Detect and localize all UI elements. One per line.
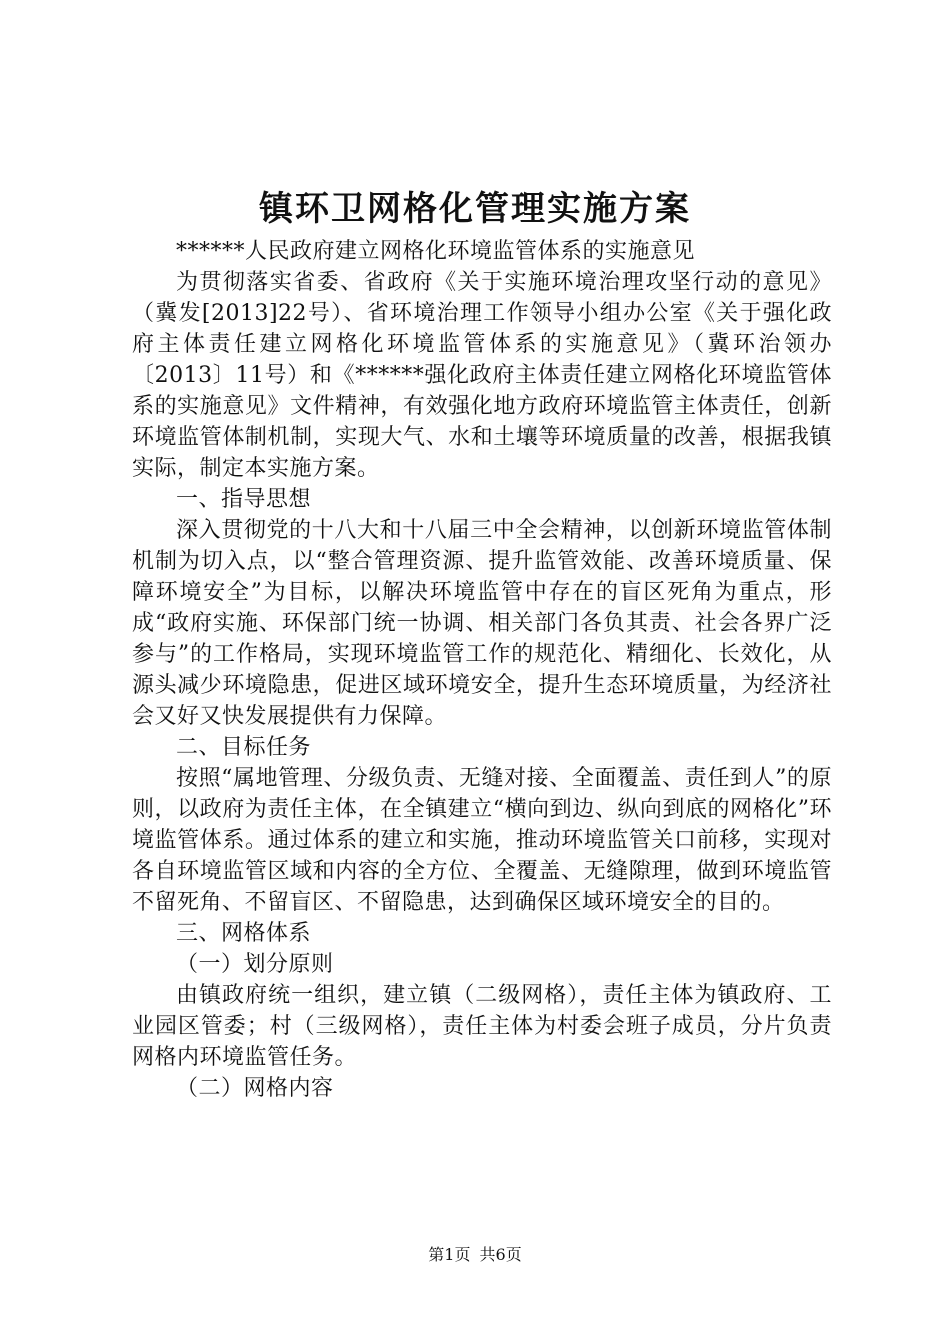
document-body [132,236,832,1104]
section-heading-grid-system: 三、网格体系 [176,921,312,946]
paragraph-division-principle: 由镇政府统一组织，建立镇（二级网格），责任主体为镇政府、工业园区管委；村（三级网格），责任主体为村委会班子成员，分片负责网格内环境监管任务。 [132,983,832,1070]
subsection-heading-grid-content: （二）网格内容 [176,1076,334,1101]
document-title: 镇环卫网格化管理实施方案 [259,189,691,229]
paragraph-intro: 为贯彻落实省委、省政府《关于实施环境治理攻坚行动的意见》（冀发[2013]22号）、省环境治理工作领导小组办公室《关于强化政府主体责任建立网格化环境监管体系的实施意见》（冀环治领办〔2013〕11号）和《******强化政府主体责任建立网格化环境监管体系的实施意见》文件精神，有效强化地方政府环境监管主体责任，创新环境监管体制机制，实现大气、水和土壤等环境质量的改善，根据我镇实际，制定本实施方案。 [132,270,832,481]
paragraph-objectives: 按照“属地管理、分级负责、无缝对接、全面覆盖、责任到人”的原则，以政府为责任主体，在全镇建立“横向到边、纵向到底的网格化”环境监管体系。通过体系的建立和实施，推动环境监管关口前移，实现对各自环境监管区域和内容的全方位、全覆盖、无缝隙理，做到环境监管不留死角、不留盲区、不留隐患，达到确保区域环境安全的目的。 [132,766,832,915]
page-number: 第1页 [428,1245,471,1264]
page-total: 共6页 [479,1245,522,1264]
subsection-heading-division-principle: （一）划分原则 [176,952,334,977]
paragraph-subtitle: ******人民政府建立网格化环境监管体系的实施意见 [176,239,696,264]
section-heading-guiding-ideology: 一、指导思想 [176,487,312,512]
paragraph-guiding-ideology: 深入贯彻党的十八大和十八届三中全会精神，以创新环境监管体制机制为切入点，以“整合管理资源、提升监管效能、改善环境质量、保障环境安全”为目标，以解决环境监管中存在的盲区死角为重点，形成“政府实施、环保部门统一协调、相关部门各负其责、社会各界广泛参与”的工作格局，实现环境监管工作的规范化、精细化、长效化，从源头减少环境隐患，促进区域环境安全，提升生态环境质量，为经济社会又好又快发展提供有力保障。 [132,518,832,729]
page-footer [0,1244,950,1266]
section-heading-objectives: 二、目标任务 [176,735,312,760]
